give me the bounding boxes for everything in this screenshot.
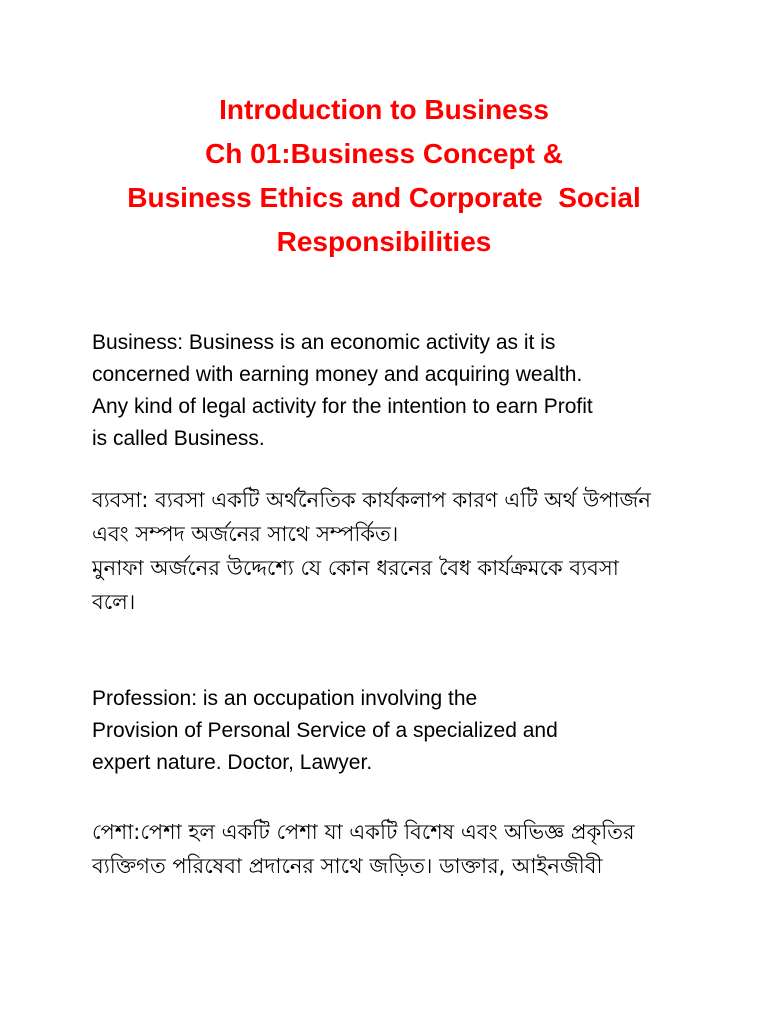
text-line: expert nature. Doctor, Lawyer. <box>92 751 373 774</box>
text-line: মুনাফা অর্জনের উদ্দেশ্যে যে কোন ধরনের বৈধ কার্যক্রমকে ব্যবসা <box>92 556 619 580</box>
title-line-4: Responsibilities <box>276 226 492 257</box>
text-line: বলে। <box>92 590 136 614</box>
text-line: is called Business. <box>92 427 265 450</box>
text-line: Any kind of legal activity for the intention to earn Profit <box>92 395 593 418</box>
text-line: concerned with earning money and acquiring wealth. <box>92 363 583 386</box>
profession-definition-bengali <box>92 815 732 883</box>
document-title <box>0 88 768 264</box>
text-line: ব্যবসা: ব্যবসা একটি অর্থনৈতিক কার্যকলাপ কারণ এটি অর্থ উপার্জন <box>92 488 651 512</box>
business-definition-bengali <box>92 483 732 619</box>
text-line: Business: Business is an economic activity as it is <box>92 331 556 354</box>
text-line: এবং সম্পদ অর্জনের সাথে সম্পর্কিত। <box>92 522 399 546</box>
title-line-1: Introduction to Business <box>219 94 549 125</box>
profession-definition-english <box>92 683 732 779</box>
title-line-2: Ch 01:Business Concept & <box>205 138 563 169</box>
text-line: Profession: is an occupation involving the <box>92 687 478 710</box>
text-line: Provision of Personal Service of a specialized and <box>92 719 558 742</box>
title-line-3: Business Ethics and Corporate Social <box>127 182 641 213</box>
text-line: ব্যক্তিগত পরিষেবা প্রদানের সাথে জড়িত। ডাক্তার, আইনজীবী <box>92 854 603 878</box>
business-definition-english <box>92 327 732 455</box>
text-line: পেশা:পেশা হল একটি পেশা যা একটি বিশেষ এবং অভিজ্ঞ প্রকৃতির <box>92 820 635 844</box>
